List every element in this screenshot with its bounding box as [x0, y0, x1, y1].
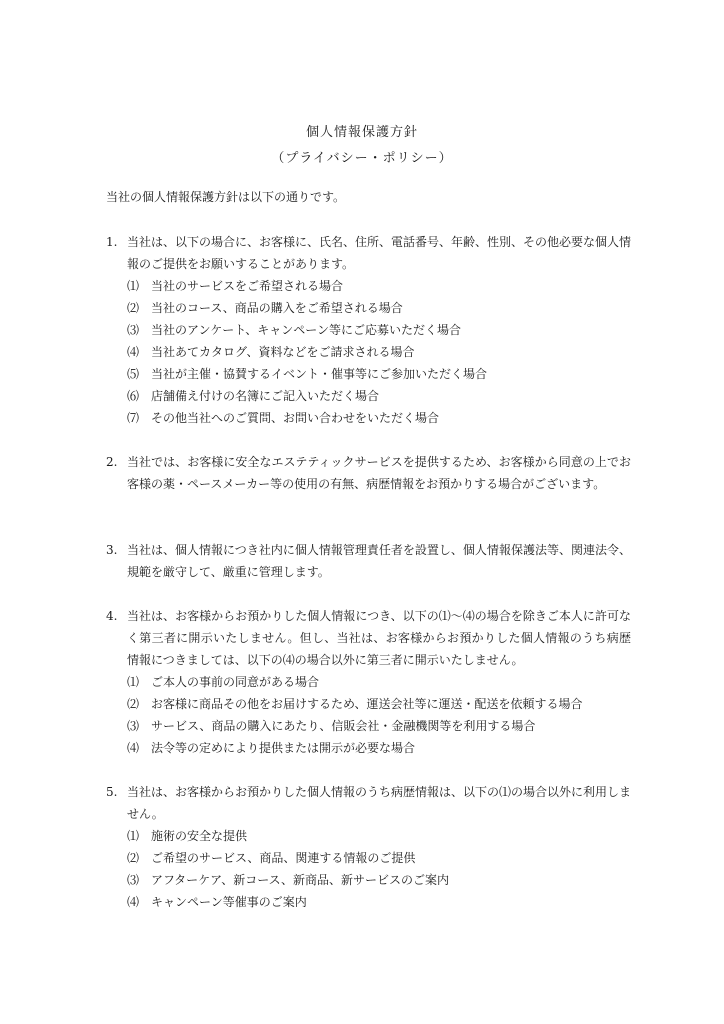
item-text: 当社が主催・協賛するイベント・催事等にご参加いただく場合 [151, 367, 488, 381]
section-text: 当社は、お客様からお預かりした個人情報につき、以下の⑴〜⑷の場合を除きご本人に許可なく第三者に開示いたしません。但し、当社は、お客様からお預かりした個人情報のうち病歴情報につきましては、以下の⑷の場合以外に第三者に開示いたしません。 [127, 609, 631, 667]
item-text: サービス、商品の購入にあたり、信販会社・金融機関等を利用する場合 [151, 719, 536, 733]
item-text: その他当社へのご質問、お問い合わせをいただく場合 [151, 411, 440, 425]
section-number: 1. [106, 235, 118, 249]
item-text: お客様に商品その他をお届けするため、運送会社等に運送・配送を依頼する場合 [151, 697, 583, 711]
list-item [127, 319, 631, 341]
item-mark: ⑷ [127, 345, 140, 359]
item-mark: ⑷ [127, 741, 140, 755]
item-mark: ⑹ [127, 389, 140, 403]
list-item [127, 671, 631, 693]
section-item-list [127, 825, 631, 913]
section-number: 3. [106, 543, 118, 557]
list-item [127, 825, 631, 847]
list-item [127, 715, 631, 737]
item-mark: ⑴ [127, 279, 140, 293]
item-text: 当社あてカタログ、資料などをご請求される場合 [151, 345, 415, 359]
item-text: 当社のアンケート、キャンペーン等にご応募いただく場合 [151, 323, 461, 337]
list-item [127, 341, 631, 363]
list-item [127, 363, 631, 385]
item-text: ご希望のサービス、商品、関連する情報のご提供 [151, 851, 416, 865]
item-text: アフターケア、新コース、新商品、新サービスのご案内 [151, 873, 449, 887]
list-item [127, 275, 631, 297]
list-item [127, 693, 631, 715]
policy-section-1 [106, 231, 631, 429]
item-mark: ⑶ [127, 719, 140, 733]
list-item [127, 891, 631, 913]
section-number: 5. [106, 785, 118, 799]
section-text: 当社は、個人情報につき社内に個人情報管理責任者を設置し、個人情報保護法等、関連法令、規範を厳守して、厳重に管理します。 [127, 543, 631, 579]
list-item [127, 297, 631, 319]
item-mark: ⑵ [127, 697, 140, 711]
policy-section-2 [106, 451, 631, 495]
item-mark: ⑴ [127, 675, 140, 689]
item-text: 法令等の定めにより提供または開示が必要な場合 [151, 741, 416, 755]
list-item [127, 847, 631, 869]
item-mark: ⑸ [127, 367, 140, 381]
item-text: 店舗備え付けの名簿にご記入いただく場合 [151, 389, 380, 403]
item-text: キャンペーン等催事のご案内 [151, 895, 307, 909]
section-number: 4. [106, 609, 118, 623]
item-text: 当社のコース、商品の購入をご希望される場合 [151, 301, 403, 315]
item-mark: ⑺ [127, 411, 140, 425]
section-number: 2. [106, 455, 118, 469]
list-item [127, 407, 631, 429]
list-item [127, 737, 631, 759]
section-text: 当社は、お客様からお預かりした個人情報のうち病歴情報は、以下の⑴の場合以外に利用しません。 [127, 785, 632, 821]
intro-paragraph: 当社の個人情報保護方針は以下の通りです。 [106, 190, 346, 204]
item-mark: ⑴ [127, 829, 140, 843]
section-text: 当社は、以下の場合に、お客様に、氏名、住所、電話番号、年齢、性別、その他必要な個人情報のご提供をお願いすることがあります。 [127, 235, 632, 271]
item-mark: ⑶ [127, 873, 140, 887]
document-title: 個人情報保護方針 [305, 125, 418, 140]
document-subtitle: （プライバシー・ポリシー） [271, 151, 453, 166]
list-item [127, 385, 631, 407]
section-item-list [127, 275, 631, 429]
item-mark: ⑵ [127, 301, 140, 315]
item-mark: ⑷ [127, 895, 140, 909]
policy-section-3 [106, 539, 631, 583]
item-text: 当社のサービスをご希望される場合 [151, 279, 344, 293]
section-text: 当社では、お客様に安全なエステティックサービスを提供するため、お客様から同意の上でお客様の薬・ペースメーカー等の使用の有無、病歴情報をお預かりする場合がございます。 [127, 455, 631, 491]
item-mark: ⑶ [127, 323, 140, 337]
policy-section-5 [106, 781, 631, 913]
list-item [127, 869, 631, 891]
item-mark: ⑵ [127, 851, 140, 865]
section-item-list [127, 671, 631, 759]
policy-section-4 [106, 605, 631, 759]
item-text: ご本人の事前の同意がある場合 [151, 675, 320, 689]
item-text: 施術の安全な提供 [151, 829, 248, 843]
